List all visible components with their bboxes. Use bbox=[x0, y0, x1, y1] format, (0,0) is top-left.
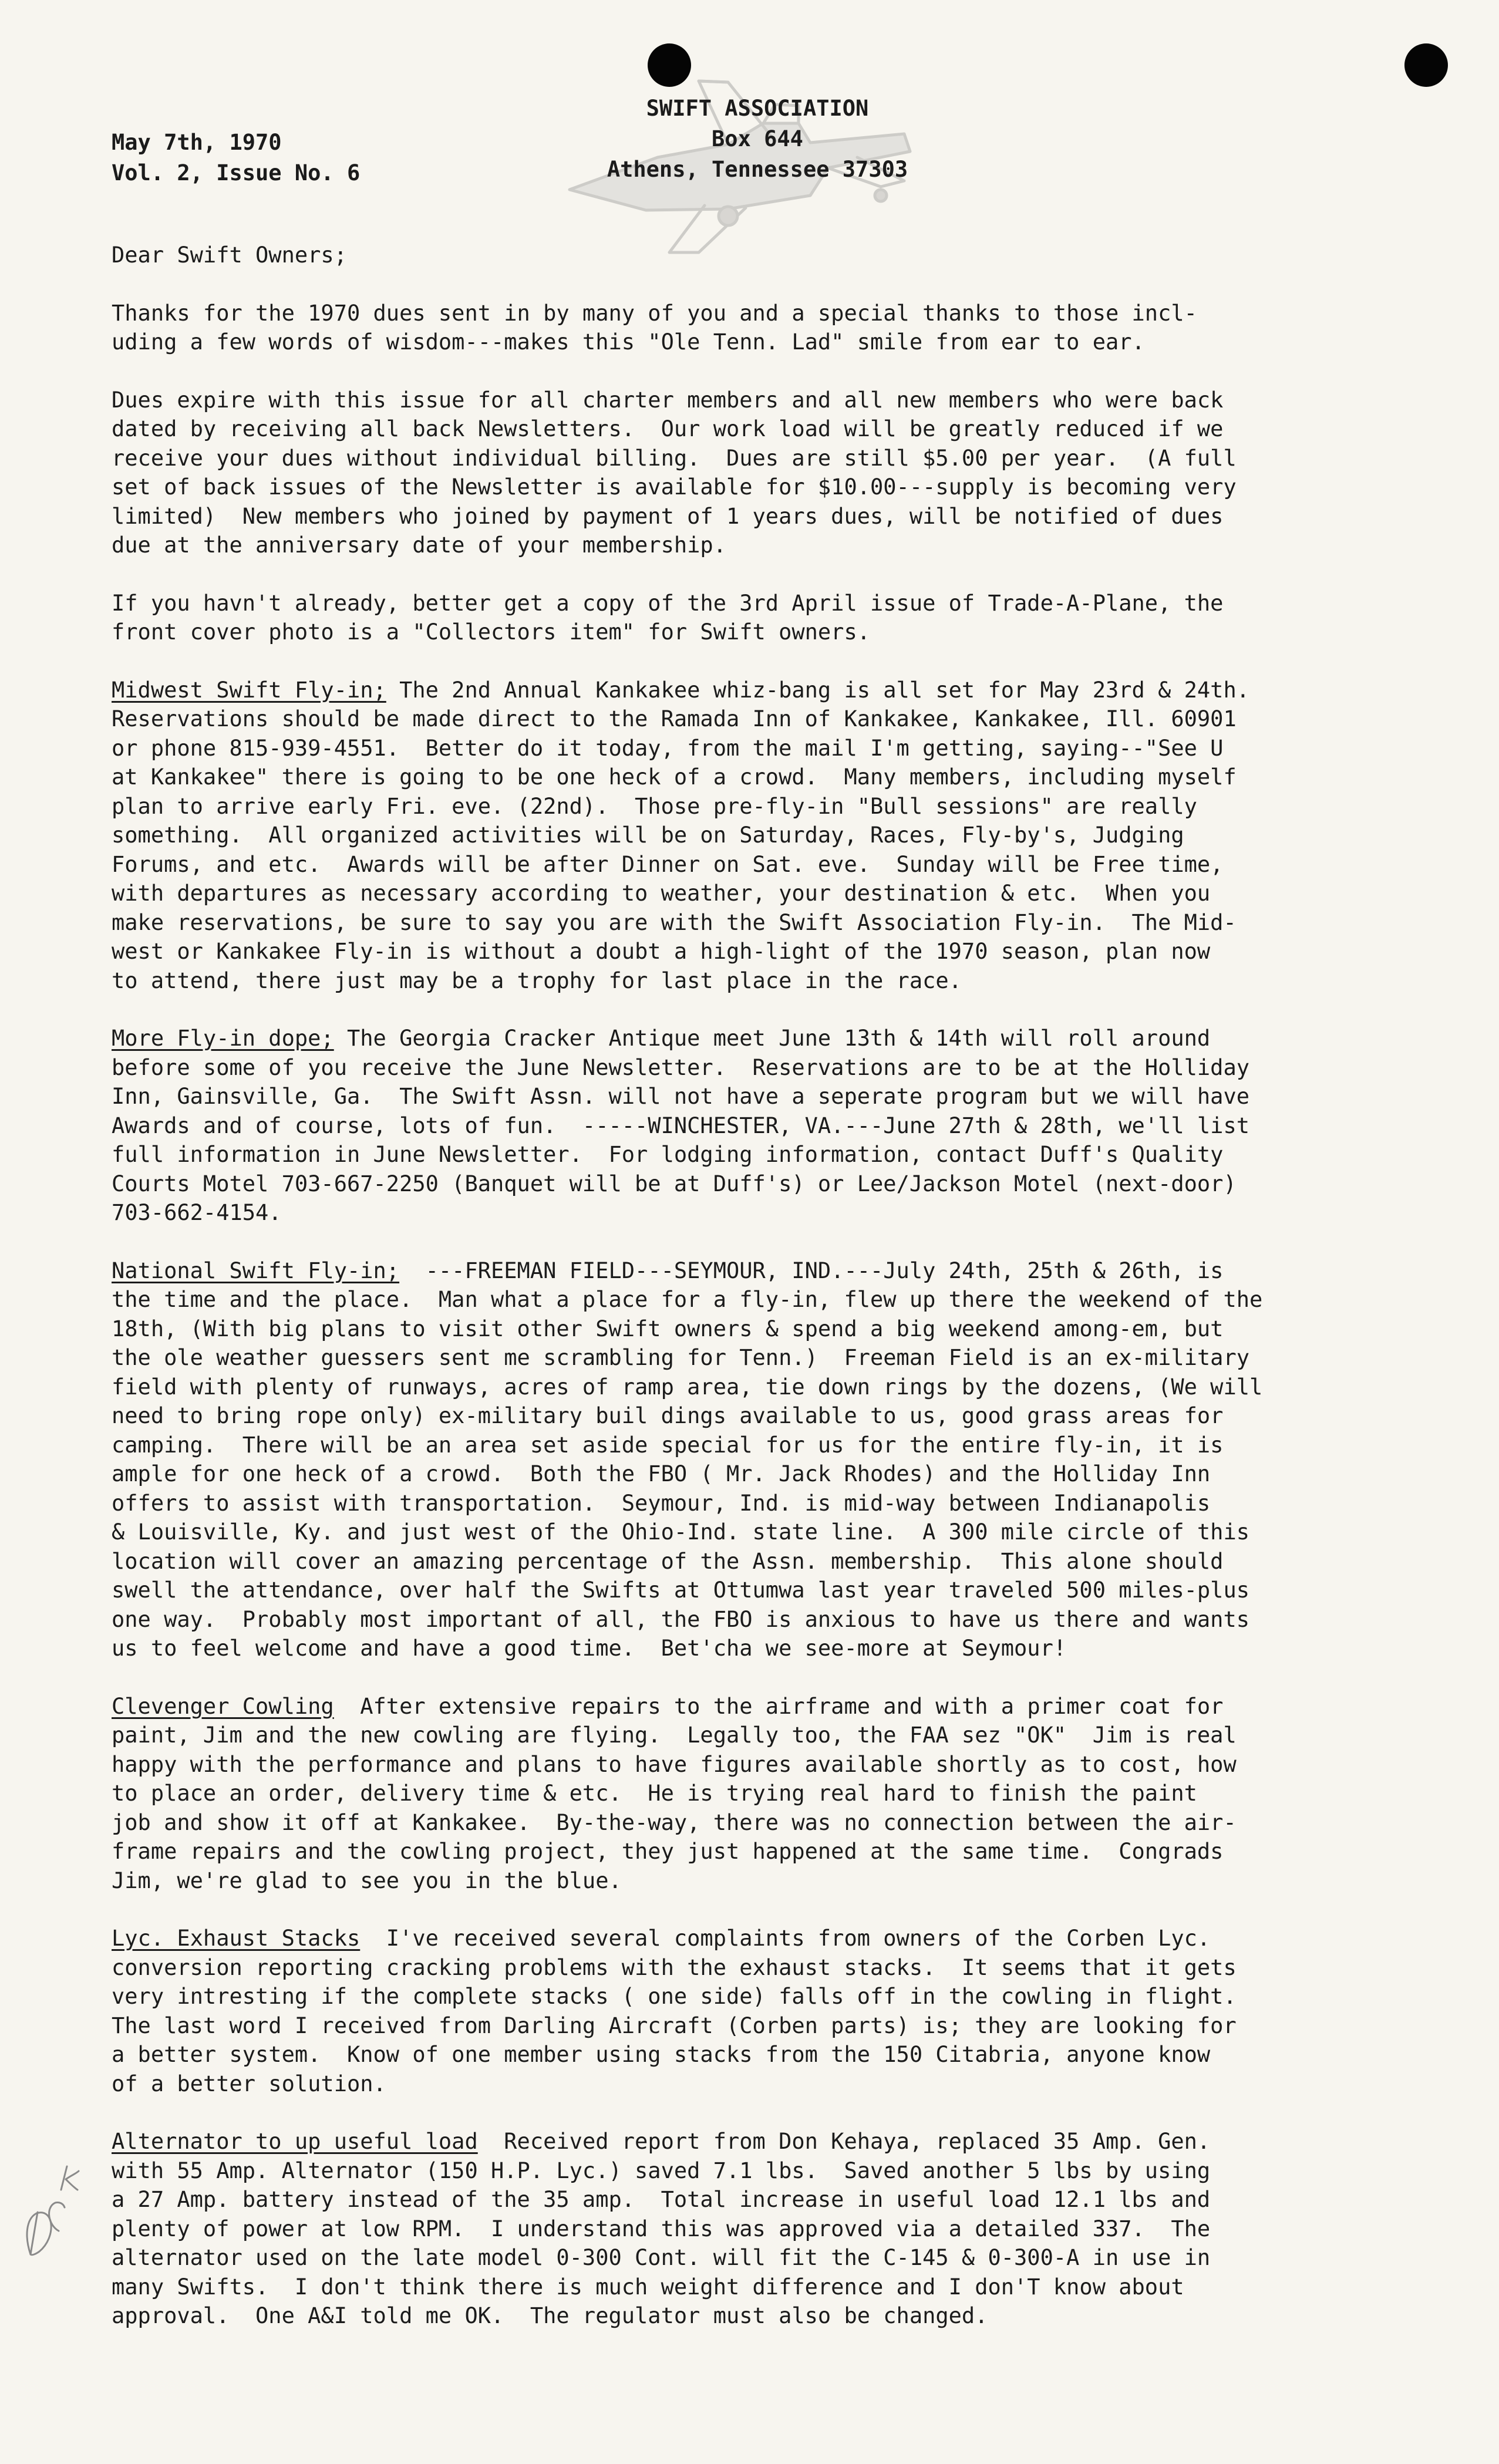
paragraph-line bbox=[112, 414, 1409, 444]
paragraph-line bbox=[112, 1547, 1409, 1576]
paragraph-line bbox=[112, 2243, 1409, 2273]
paragraph-line bbox=[112, 299, 1409, 328]
paragraph bbox=[112, 1924, 1409, 2098]
line-text: conversion reporting cracking problems with the exhaust stacks. It seems that it gets bbox=[112, 1954, 1237, 1980]
paragraph-line bbox=[112, 2069, 1409, 2099]
line-text: the ole weather guessers sent me scrambling for Tenn.) Freeman Field is an ex-military bbox=[112, 1345, 1250, 1370]
line-text: of a better solution. bbox=[112, 2071, 386, 2096]
line-text: dated by receiving all back Newsletters. Our work load will be greatly reduced if we bbox=[112, 416, 1224, 441]
section-heading: Midwest Swift Fly-in; bbox=[112, 677, 386, 703]
line-text: Jim, we're glad to see you in the blue. bbox=[112, 1868, 622, 1893]
line-text: 703-662-4154. bbox=[112, 1200, 282, 1225]
line-text: or phone 815-939-4551. Better do it today, from the mail I'm getting, saying--"See U bbox=[112, 735, 1224, 761]
paragraph-line bbox=[112, 2185, 1409, 2214]
paragraph-line bbox=[112, 1459, 1409, 1489]
line-text: happy with the performance and plans to have figures available shortly as to cost, how bbox=[112, 1751, 1237, 1777]
paragraph-line bbox=[112, 2127, 1409, 2156]
line-text: Awards and of course, lots of fun. -----WINCHESTER, VA.---June 27th & 28th, we'll list bbox=[112, 1113, 1250, 1138]
paragraph-line bbox=[112, 1198, 1409, 1228]
line-text: location will cover an amazing percentage of the Assn. membership. This alone should bbox=[112, 1548, 1224, 1574]
paragraph-line bbox=[112, 1489, 1409, 1518]
paragraph-line bbox=[112, 2273, 1409, 2302]
paragraph-line bbox=[112, 1837, 1409, 1866]
line-text: before some of you receive the June Newsletter. Reservations are to be at the Holliday bbox=[112, 1054, 1250, 1080]
line-text: with 55 Amp. Alternator (150 H.P. Lyc.) saved 7.1 lbs. Saved another 5 lbs by using bbox=[112, 2158, 1211, 2183]
paragraph-line bbox=[112, 1024, 1409, 1053]
line-text: offers to assist with transportation. Seymour, Ind. is mid-way between Indianapolis bbox=[112, 1490, 1211, 1516]
line-text: to attend, there just may be a trophy for last place in the race. bbox=[112, 968, 962, 993]
paragraph-line bbox=[112, 328, 1409, 357]
line-text: The 2nd Annual Kankakee whiz-bang is all set for May 23rd & 24th. bbox=[386, 677, 1250, 703]
paragraph-line bbox=[112, 531, 1409, 560]
line-text: job and show it off at Kankakee. By-the-way, there was no connection between the air- bbox=[112, 1809, 1237, 1835]
line-text: approval. One A&I told me OK. The regulator must also be changed. bbox=[112, 2303, 988, 2328]
line-text: Courts Motel 703-667-2250 (Banquet will be at Duff's) or Lee/Jackson Motel (next-door) bbox=[112, 1171, 1237, 1196]
line-text: plan to arrive early Fri. eve. (22nd). Those pre-fly-in "Bull sessions" are really bbox=[112, 793, 1197, 819]
punch-hole-right bbox=[1404, 43, 1448, 87]
line-text: full information in June Newsletter. For lodging information, contact Duff's Quality bbox=[112, 1142, 1224, 1167]
paragraph-line bbox=[112, 792, 1409, 821]
line-text: I've received several complaints from owners of the Corben Lyc. bbox=[360, 1926, 1211, 1951]
paragraph-line bbox=[112, 1692, 1409, 1721]
paragraph-line bbox=[112, 1982, 1409, 2011]
line-text: something. All organized activities will be on Saturday, Races, Fly-by's, Judging bbox=[112, 823, 1184, 848]
paragraph-line bbox=[112, 1053, 1409, 1083]
paragraph-line bbox=[112, 879, 1409, 908]
line-text: us to feel welcome and have a good time. Bet'cha we see-more at Seymour! bbox=[112, 1636, 1067, 1661]
line-text: a 27 Amp. battery instead of the 35 amp. Total increase in useful load 12.1 lbs and bbox=[112, 2187, 1211, 2212]
line-text: After extensive repairs to the airframe and with a primer coat for bbox=[334, 1693, 1224, 1719]
line-text: ---FREEMAN FIELD---SEYMOUR, IND.---July 24th, 25th & 26th, is bbox=[399, 1258, 1224, 1283]
address-city: Athens, Tennessee 37303 bbox=[607, 157, 908, 182]
line-text: camping. There will be an area set aside special for us for the entire fly-in, it is bbox=[112, 1432, 1224, 1458]
section-heading: Clevenger Cowling bbox=[112, 1693, 334, 1719]
line-text: The Georgia Cracker Antique meet June 13th & 14th will roll around bbox=[334, 1026, 1211, 1051]
line-text: frame repairs and the cowling project, they just happened at the same time. Congrads bbox=[112, 1839, 1224, 1864]
issue-date: May 7th, 1970 bbox=[112, 130, 282, 155]
address-box: Box 644 bbox=[712, 126, 803, 151]
paragraph-line bbox=[112, 1343, 1409, 1373]
paragraph-line bbox=[112, 1082, 1409, 1111]
paragraph-line bbox=[112, 821, 1409, 850]
paragraph-line bbox=[112, 705, 1409, 734]
salutation: Dear Swift Owners; bbox=[112, 242, 347, 268]
line-text: Reservations should be made direct to the Ramada Inn of Kankakee, Kankakee, Ill. 60901 bbox=[112, 706, 1237, 732]
line-text: alternator used on the late model 0-300 Cont. will fit the C-145 & 0-300-A in use in bbox=[112, 2245, 1211, 2270]
line-text: many Swifts. I don't think there is much weight difference and I don'T know about bbox=[112, 2274, 1184, 2300]
paragraph-line bbox=[112, 2301, 1409, 2331]
line-text: uding a few words of wisdom---makes this "Ole Tenn. Lad" smile from ear to ear. bbox=[112, 329, 1145, 355]
issue-info bbox=[112, 128, 360, 189]
line-text: front cover photo is a "Collectors item" for Swift owners. bbox=[112, 619, 871, 645]
paragraph bbox=[112, 589, 1409, 647]
line-text: limited) New members who joined by payment of 1 years dues, will be notified of dues bbox=[112, 503, 1224, 529]
paragraph-line bbox=[112, 1518, 1409, 1547]
paragraph-line bbox=[112, 1431, 1409, 1460]
paragraph bbox=[112, 1024, 1409, 1228]
paragraphs bbox=[112, 299, 1409, 2331]
paragraph-line bbox=[112, 734, 1409, 763]
line-text: Received report from Don Kehaya, replaced 35 Amp. Gen. bbox=[477, 2129, 1211, 2154]
line-text: Thanks for the 1970 dues sent in by many of you and a special thanks to those incl- bbox=[112, 300, 1197, 326]
paragraph bbox=[112, 1692, 1409, 1896]
paragraph bbox=[112, 676, 1409, 996]
line-text: plenty of power at low RPM. I understand this was approved via a detailed 337. The bbox=[112, 2216, 1211, 2241]
handwritten-initials-signature bbox=[13, 2149, 83, 2266]
paragraph-line bbox=[112, 502, 1409, 531]
line-text: make reservations, be sure to say you are with the Swift Association Fly-in. The Mid- bbox=[112, 909, 1237, 935]
paragraph-line bbox=[112, 676, 1409, 705]
line-text: Forums, and etc. Awards will be after Dinner on Sat. eve. Sunday will be Free time, bbox=[112, 851, 1224, 877]
paragraph-line bbox=[112, 386, 1409, 415]
paragraph-line bbox=[112, 1634, 1409, 1663]
line-text: set of back issues of the Newsletter is available for $10.00---supply is becoming very bbox=[112, 474, 1237, 500]
line-text: very intresting if the complete stacks ( one side) falls off in the cowling in flight. bbox=[112, 1984, 1237, 2009]
paragraph-line bbox=[112, 589, 1409, 618]
paragraph-line bbox=[112, 2040, 1409, 2069]
issue-volume: Vol. 2, Issue No. 6 bbox=[112, 160, 361, 186]
paragraph-line bbox=[112, 2214, 1409, 2244]
paragraph-line bbox=[112, 763, 1409, 792]
line-text: one way. Probably most important of all, the FBO is anxious to have us there and wants bbox=[112, 1606, 1250, 1632]
line-text: If you havn't already, better get a copy of the 3rd April issue of Trade-A-Plane, the bbox=[112, 590, 1224, 616]
letterhead bbox=[581, 94, 934, 186]
line-text: & Louisville, Ky. and just west of the Ohio-Ind. state line. A 300 mile circle of this bbox=[112, 1519, 1250, 1545]
paragraph bbox=[112, 1256, 1409, 1663]
line-text: to place an order, delivery time & etc. He is trying real hard to finish the paint bbox=[112, 1781, 1197, 1806]
line-text: with departures as necessary according to weather, your destination & etc. When you bbox=[112, 881, 1211, 906]
line-text: 18th, (With big plans to visit other Swift owners & spend a big weekend among-em, but bbox=[112, 1316, 1224, 1341]
section-heading: More Fly-in dope; bbox=[112, 1026, 334, 1051]
paragraph-line bbox=[112, 1605, 1409, 1634]
paragraph bbox=[112, 299, 1409, 357]
paragraph-line bbox=[112, 1808, 1409, 1838]
paragraph-line bbox=[112, 937, 1409, 966]
paragraph bbox=[112, 2127, 1409, 2331]
paragraph bbox=[112, 386, 1409, 560]
paragraph-line bbox=[112, 1924, 1409, 1953]
paragraph-line bbox=[112, 966, 1409, 996]
line-text: need to bring rope only) ex-military buil dings available to us, good grass areas for bbox=[112, 1403, 1224, 1428]
paragraph-line bbox=[112, 1314, 1409, 1344]
paragraph-line bbox=[112, 1953, 1409, 1983]
paragraph-line bbox=[112, 618, 1409, 647]
paragraph-line bbox=[112, 2156, 1409, 2186]
section-heading: Lyc. Exhaust Stacks bbox=[112, 1926, 361, 1951]
paragraph-line bbox=[112, 473, 1409, 502]
line-text: The last word I received from Darling Aircraft (Corben parts) is; they are looking for bbox=[112, 2013, 1237, 2038]
line-text: receive your dues without individual billing. Dues are still $5.00 per year. (A full bbox=[112, 445, 1237, 471]
paragraph-line bbox=[112, 1169, 1409, 1199]
paragraph-line bbox=[112, 1401, 1409, 1431]
line-text: a better system. Know of one member using stacks from the 150 Citabria, anyone know bbox=[112, 2042, 1211, 2067]
paragraph-line bbox=[112, 1750, 1409, 1779]
letter-body bbox=[112, 241, 1409, 2359]
paragraph-line bbox=[112, 1140, 1409, 1169]
paragraph-line bbox=[112, 2011, 1409, 2041]
paragraph-line bbox=[112, 908, 1409, 938]
paragraph-line bbox=[112, 1285, 1409, 1314]
paragraph-line bbox=[112, 1576, 1409, 1605]
line-text: Inn, Gainsville, Ga. The Swift Assn. will not have a seperate program but we will have bbox=[112, 1084, 1250, 1109]
section-heading: Alternator to up useful load bbox=[112, 2129, 478, 2154]
line-text: west or Kankakee Fly-in is without a doubt a high-light of the 1970 season, plan now bbox=[112, 939, 1211, 964]
paragraph-line bbox=[112, 1866, 1409, 1896]
line-text: at Kankakee" there is going to be one heck of a crowd. Many members, including myself bbox=[112, 764, 1237, 790]
line-text: paint, Jim and the new cowling are flying. Legally too, the FAA sez "OK" Jim is real bbox=[112, 1723, 1237, 1748]
org-name: SWIFT ASSOCIATION bbox=[646, 96, 869, 121]
section-heading: National Swift Fly-in; bbox=[112, 1258, 400, 1283]
paragraph-line bbox=[112, 1111, 1409, 1141]
paragraph-line bbox=[112, 1373, 1409, 1402]
line-text: due at the anniversary date of your membership. bbox=[112, 532, 726, 558]
line-text: the time and the place. Man what a place for a fly-in, flew up there the weekend of the bbox=[112, 1287, 1263, 1312]
paragraph-line bbox=[112, 1779, 1409, 1808]
paragraph-line bbox=[112, 1256, 1409, 1286]
paragraph-line bbox=[112, 1721, 1409, 1750]
line-text: Dues expire with this issue for all charter members and all new members who were back bbox=[112, 387, 1224, 413]
line-text: field with plenty of runways, acres of ramp area, tie down rings by the dozens, (We will bbox=[112, 1374, 1263, 1400]
paragraph-line bbox=[112, 444, 1409, 473]
line-text: ample for one heck of a crowd. Both the FBO ( Mr. Jack Rhodes) and the Holliday Inn bbox=[112, 1461, 1211, 1487]
paragraph-line bbox=[112, 850, 1409, 879]
line-text: swell the attendance, over half the Swifts at Ottumwa last year traveled 500 miles-plus bbox=[112, 1578, 1250, 1603]
